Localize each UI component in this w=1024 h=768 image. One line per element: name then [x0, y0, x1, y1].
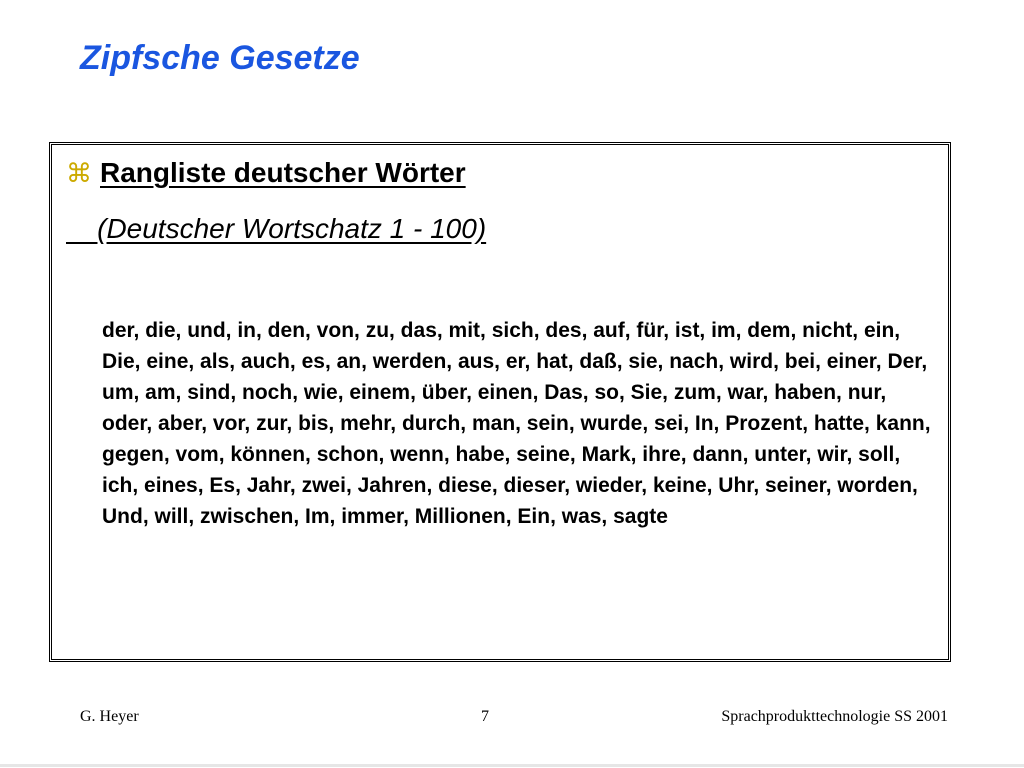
heading-text: Rangliste deutscher Wörter	[100, 157, 466, 188]
command-icon: ⌘	[66, 158, 92, 188]
content-box	[49, 142, 951, 662]
footer-author: G. Heyer	[80, 708, 139, 725]
bottom-divider	[0, 764, 1024, 767]
word-list: der, die, und, in, den, von, zu, das, mit, sich, des, auf, für, ist, im, dem, nicht, ein, Die, eine, als, auch, es, an, werden, aus, er, hat, daß, sie, nach, wird, bei, einer, Der, um, am, sind, noch, wie, einem, über, einen, Das, so, Sie, zum, war, haben, nur, oder, aber, vor, zur, bis, mehr, durch, man, sein, wurde, sei, In, Prozent, hatte, kann, gegen, vom, können, schon, wenn, habe, seine, Mark, ihre, dann, unter, wir, soll, ich, eines, Es, Jahr, zwei, Jahren, diese, dieser, wieder, keine, Uhr, seiner, worden, Und, will, zwischen, Im, immer, Millionen, Ein, was, sagte	[102, 319, 931, 528]
subtitle: (Deutscher Wortschatz 1 - 100)	[66, 213, 487, 244]
footer-page-number: 7	[481, 708, 489, 725]
bullet-heading	[66, 153, 466, 193]
footer-course: Sprachprodukttechnologie SS 2001	[721, 708, 948, 725]
slide-title: Zipfsche Gesetze	[80, 39, 360, 77]
